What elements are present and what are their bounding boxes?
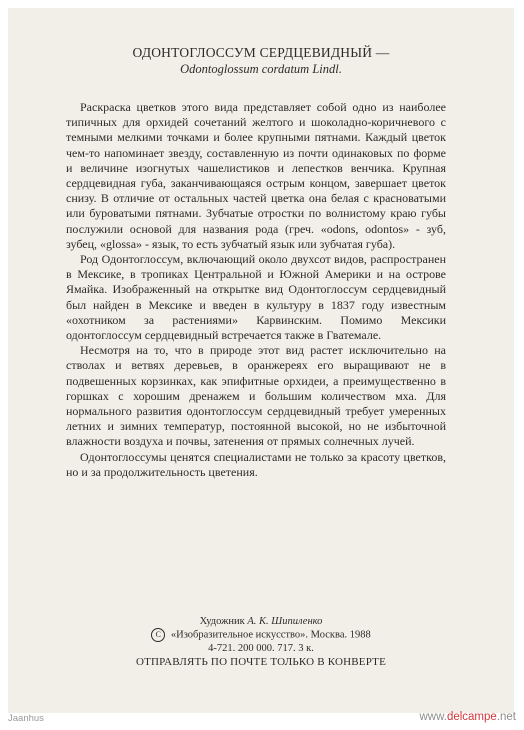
copyright-icon: С [151,628,165,642]
publisher-text: «Изобразительное искусство». Москва. 1988 [170,629,371,641]
watermark-left: Jaanhus [8,713,44,724]
card-title: ОДОНТОГЛОССУМ СЕРДЦЕВИДНЫЙ — [132,45,390,60]
publisher-line [8,628,514,642]
paragraph-4: Одонтоглоссумы ценятся специалистами не только за красоту цветков, но и за продолжительность цветения. [66,449,446,479]
watermark-brand: delcampe [446,711,497,723]
paragraph-2: Род Одонтоглоссум, включающий около двухсот видов, распространен в Мексике, в тропиках Центральной и Южной Америки и на острове Ямайка. Изображенный на открытке вид Одонтоглоссум сердцевидный был найден в Мексике и введен в культуру в 1837 году известным «охотником за растениями» Карвинским. Помимо Мексики одонтоглоссум сердцевидный встречается также в Гватемале. [66,252,446,343]
card-subtitle-latin: Odontoglossum cordatum Lindl. [180,62,342,76]
watermark-right [419,711,516,723]
artist-line [8,615,514,628]
artist-name: А. К. Шипиленко [247,616,323,627]
mail-notice: ОТПРАВЛЯТЬ ПО ПОЧТЕ ТОЛЬКО В КОНВЕРТЕ [135,656,387,668]
artist-label: Художник [199,616,245,627]
postcard-back [8,8,514,713]
print-code: 4-721. 200 000. 717. 3 к. [208,643,314,654]
description-text [66,100,446,480]
paragraph-1: Раскраска цветков этого вида представляет собой одно из наиболее типичных для орхидей сочетаний желтого и шоколадно-коричневого с темными мелкими точками и более крупными пятнами. Каждый цветок чем-то напоминает звезду, составленную из почти одинаковых по форме и величине изогнутых чашелистиков и лепестков венчика. Крупная сердцевидная губа, заканчивающаяся острым концом, завершает цветок снизу. В отличие от остальных частей цветка она белая с красноватыми или буроватыми пятнами. Зубчатые отростки по волнистому краю губы послужили основой для названия рода (греч. «odons, odontos» - зуб, зубец, «glossa» - язык, то есть зубчатый язык или зубчатая губа). [66,100,446,251]
watermark-prefix: www. [419,711,447,723]
credits-block [8,615,514,655]
watermark-suffix: .net [496,711,516,723]
paragraph-3: Несмотря на то, что в природе этот вид растет исключительно на стволах и ветвях деревьев, в оранжереях его выращивают не в подвешенных корзинках, как эпифитные орхидеи, а преимущественно в горшках с хорошим дренажем и большим количеством мха. Для нормального развития одонтоглоссум сердцевидный требует умеренных летних и зимних температур, постоянной высокой, но не избыточной влажности воздуха и почвы, затенения от прямых солнечных лучей. [66,343,446,449]
